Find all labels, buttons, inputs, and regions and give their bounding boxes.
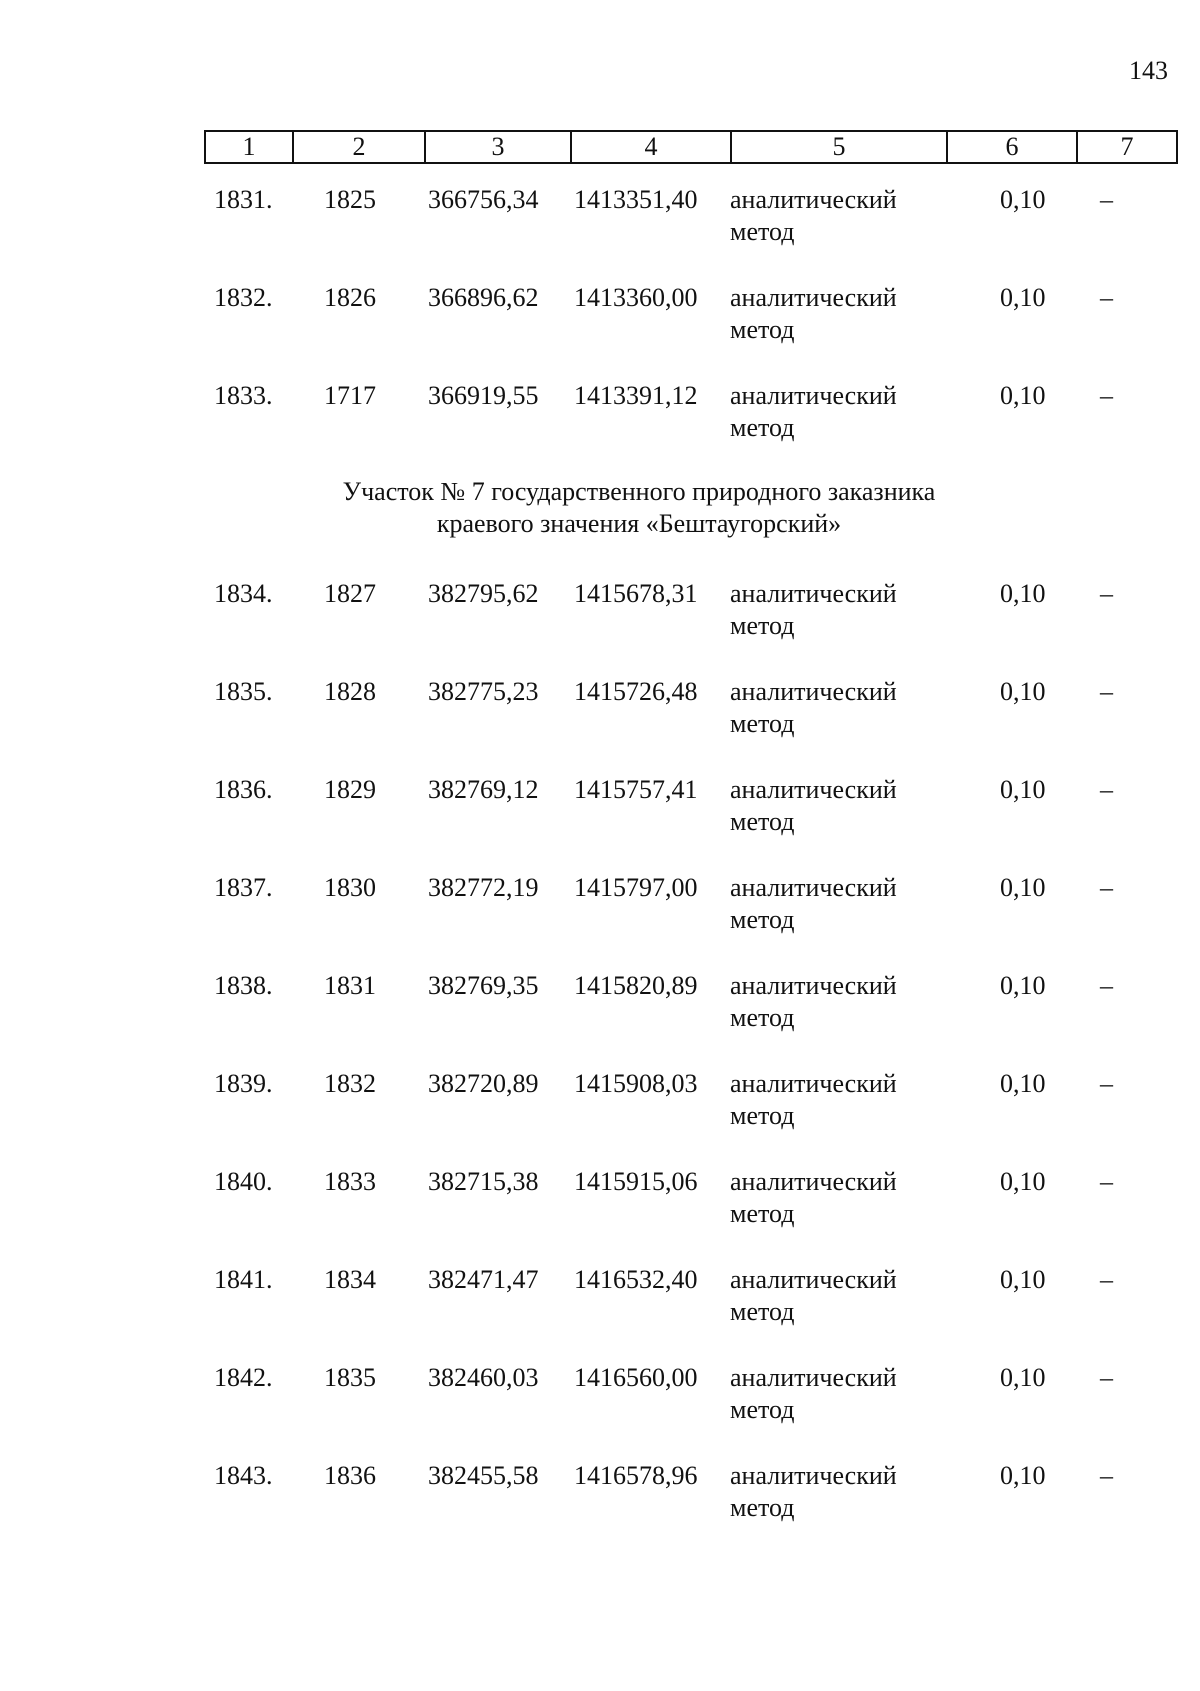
table-row [0,282,1200,352]
point-number: 1832 [324,1069,376,1098]
coordinate-x: 366756,34 [428,185,539,214]
method-line1: аналитический [730,873,897,902]
row-number: 1836. [214,775,273,804]
method-line1: аналитический [730,283,897,312]
page-number: 143 [1129,56,1168,85]
accuracy: 0,10 [1000,873,1046,902]
table-row [0,1460,1200,1530]
point-number: 1833 [324,1167,376,1196]
row-number: 1838. [214,971,273,1000]
method-line2: метод [730,905,795,934]
point-number: 1835 [324,1363,376,1392]
column-header-1: 1 [205,131,293,163]
point-number: 1834 [324,1265,376,1294]
column-header-5: 5 [731,131,947,163]
method-line1: аналитический [730,1363,897,1392]
coordinate-x: 366919,55 [428,381,539,410]
section-title-line2: краевого значения «Бештаугорский» [436,509,842,538]
coordinate-y: 1413351,40 [574,185,698,214]
coordinate-x: 382720,89 [428,1069,539,1098]
note: – [1100,579,1113,608]
accuracy: 0,10 [1000,579,1046,608]
accuracy: 0,10 [1000,283,1046,312]
note: – [1100,185,1113,214]
coordinate-x: 382769,35 [428,971,539,1000]
method-line2: метод [730,1101,795,1130]
point-number: 1830 [324,873,376,902]
table-row [0,380,1200,450]
coordinate-x: 382460,03 [428,1363,539,1392]
table-row [0,1264,1200,1334]
method-line2: метод [730,1493,795,1522]
note: – [1100,971,1113,1000]
point-number: 1717 [324,381,376,410]
method-line2: метод [730,807,795,836]
point-number: 1831 [324,971,376,1000]
table-row [0,774,1200,844]
note: – [1100,1461,1113,1490]
table-row [0,872,1200,942]
coordinate-y: 1413391,12 [574,381,698,410]
accuracy: 0,10 [1000,1363,1046,1392]
row-number: 1839. [214,1069,273,1098]
method-line1: аналитический [730,1069,897,1098]
row-number: 1831. [214,185,273,214]
coordinate-x: 382772,19 [428,873,539,902]
section-title-line1: Участок № 7 государственного природного заказника [342,477,936,506]
point-number: 1836 [324,1461,376,1490]
method-line1: аналитический [730,971,897,1000]
note: – [1100,381,1113,410]
method-line2: метод [730,1199,795,1228]
accuracy: 0,10 [1000,1167,1046,1196]
accuracy: 0,10 [1000,1265,1046,1294]
method-line2: метод [730,611,795,640]
point-number: 1828 [324,677,376,706]
coordinate-x: 382455,58 [428,1461,539,1490]
table-row [0,1068,1200,1138]
row-number: 1841. [214,1265,273,1294]
note: – [1100,1265,1113,1294]
coordinate-y: 1416532,40 [574,1265,698,1294]
table-row [0,970,1200,1040]
section-title [0,476,1200,540]
coordinate-x: 382715,38 [428,1167,539,1196]
accuracy: 0,10 [1000,775,1046,804]
method-line1: аналитический [730,185,897,214]
note: – [1100,1069,1113,1098]
note: – [1100,1363,1113,1392]
column-number-header [204,130,1178,164]
coordinate-y: 1415820,89 [574,971,698,1000]
method-line1: аналитический [730,579,897,608]
accuracy: 0,10 [1000,381,1046,410]
method-line1: аналитический [730,677,897,706]
row-number: 1832. [214,283,273,312]
row-number: 1842. [214,1363,273,1392]
method-line1: аналитический [730,381,897,410]
note: – [1100,677,1113,706]
coordinate-y: 1415726,48 [574,677,698,706]
note: – [1100,1167,1113,1196]
method-line1: аналитический [730,775,897,804]
method-line1: аналитический [730,1265,897,1294]
table-row [0,1166,1200,1236]
point-number: 1827 [324,579,376,608]
point-number: 1826 [324,283,376,312]
row-number: 1833. [214,381,273,410]
column-header-7: 7 [1077,131,1177,163]
note: – [1100,775,1113,804]
coordinate-x: 366896,62 [428,283,539,312]
point-number: 1829 [324,775,376,804]
note: – [1100,873,1113,902]
coordinate-y: 1416560,00 [574,1363,698,1392]
accuracy: 0,10 [1000,971,1046,1000]
column-header-6: 6 [947,131,1077,163]
method-line2: метод [730,1003,795,1032]
coordinate-y: 1415757,41 [574,775,698,804]
method-line2: метод [730,1395,795,1424]
method-line2: метод [730,413,795,442]
coordinate-x: 382471,47 [428,1265,539,1294]
accuracy: 0,10 [1000,185,1046,214]
column-header-4: 4 [571,131,731,163]
column-header-2: 2 [293,131,425,163]
coordinate-x: 382775,23 [428,677,539,706]
coordinate-x: 382795,62 [428,579,539,608]
coordinate-x: 382769,12 [428,775,539,804]
coordinate-y: 1415678,31 [574,579,698,608]
method-line2: метод [730,315,795,344]
accuracy: 0,10 [1000,677,1046,706]
coordinate-y: 1415915,06 [574,1167,698,1196]
coordinate-y: 1416578,96 [574,1461,698,1490]
method-line1: аналитический [730,1167,897,1196]
coordinate-y: 1415908,03 [574,1069,698,1098]
table-row [0,184,1200,254]
method-line2: метод [730,217,795,246]
table-row [0,1362,1200,1432]
row-number: 1843. [214,1461,273,1490]
accuracy: 0,10 [1000,1069,1046,1098]
note: – [1100,283,1113,312]
method-line1: аналитический [730,1461,897,1490]
row-number: 1834. [214,579,273,608]
method-line2: метод [730,709,795,738]
coordinate-y: 1415797,00 [574,873,698,902]
table-row [0,578,1200,648]
row-number: 1835. [214,677,273,706]
method-line2: метод [730,1297,795,1326]
point-number: 1825 [324,185,376,214]
row-number: 1837. [214,873,273,902]
coordinate-y: 1413360,00 [574,283,698,312]
column-header-3: 3 [425,131,571,163]
table-row [0,676,1200,746]
row-number: 1840. [214,1167,273,1196]
accuracy: 0,10 [1000,1461,1046,1490]
